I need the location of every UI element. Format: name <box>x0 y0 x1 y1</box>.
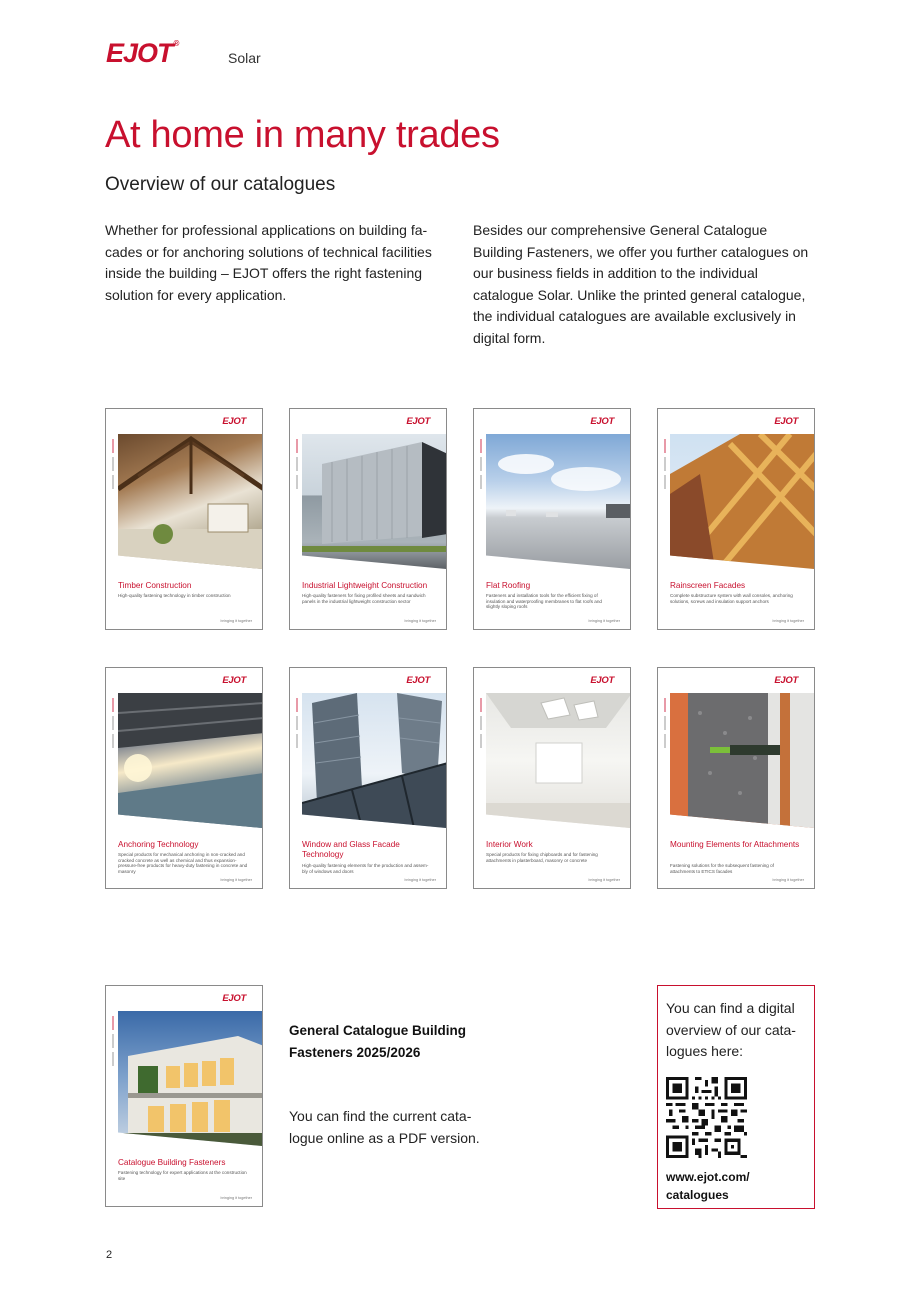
cover-side-tabs <box>293 698 300 758</box>
cover-side-tabs <box>109 439 116 499</box>
cover-logo: EJOT <box>774 416 798 427</box>
intro-right: Besides our comprehensive General Catalogue Building Fasteners, we offer you further catalogues on our business fields in addition to the individual catalogue Solar. Unlike the printed general catalogue, the individual catalogues are available exclusively in digital form. <box>473 222 809 346</box>
catalogue-description: Fastening technology for expert applications at the construction site <box>118 1170 247 1181</box>
catalogue-footer: bringing it together <box>404 619 436 623</box>
page-subtitle: Overview of our catalogues <box>105 174 336 195</box>
catalogue-cover-mounting[interactable] <box>657 667 815 889</box>
catalogue-description: Special products for fixing chipboards and for fastening attachments in plasterboard, masonry or concrete <box>486 852 598 863</box>
catalogue-description: Complete substructure system with wall consoles, anchoring solutions, screws and insulation support anchors <box>670 593 793 604</box>
catalogue-title: Flat Roofing <box>486 581 531 590</box>
cover-image-timber <box>118 434 262 569</box>
catalogue-footer: bringing it together <box>404 878 436 882</box>
catalogue-footer: bringing it together <box>220 1196 252 1200</box>
catalogue-cover-rainscreen[interactable] <box>657 408 815 630</box>
cover-logo: EJOT <box>774 675 798 686</box>
cover-logo: EJOT <box>222 416 246 427</box>
intro-left: Whether for professional applications on building fa-cades or for anchoring solutions of technical facilities inside the building – EJOT offers the right fastening solution for every application. <box>105 222 432 303</box>
catalogue-title: Rainscreen Facades <box>670 581 746 590</box>
catalogue-cover-window-glass[interactable] <box>289 667 447 889</box>
catalogue-title: Industrial Lightweight Construction <box>302 581 428 590</box>
catalogue-description: High-quality fastening technology in timber construction <box>118 593 231 598</box>
catalogue-title: Anchoring Technology <box>118 840 199 849</box>
catalogue-footer: bringing it together <box>220 619 252 623</box>
qr-text: You can find a digital overview of our cata-logues here: <box>666 1000 796 1060</box>
catalogues-url-link[interactable]: www.ejot.com/ catalogues <box>666 1170 750 1202</box>
catalogue-cover-building-fasteners[interactable] <box>105 985 263 1207</box>
cover-side-tabs <box>661 439 668 499</box>
cover-side-tabs <box>477 439 484 499</box>
catalogue-cover-interior[interactable] <box>473 667 631 889</box>
cover-side-tabs <box>109 698 116 758</box>
catalogue-description: High-quality fasteners for fixing profiled sheets and sandwich panels in the industrial lightweight construction sector <box>302 593 426 604</box>
cover-side-tabs <box>293 439 300 499</box>
cover-image-building-fasteners <box>118 1011 262 1146</box>
cover-logo: EJOT <box>590 416 614 427</box>
cover-image-industrial <box>302 434 446 569</box>
cover-side-tabs <box>109 1016 116 1076</box>
general-catalogue-title: General Catalogue Building Fasteners 2025/2026 <box>289 1023 467 1060</box>
cover-side-tabs <box>477 698 484 758</box>
qr-code-icon[interactable] <box>666 1077 747 1158</box>
catalogue-title: Window and Glass Facade Technology <box>302 840 400 859</box>
catalogue-cover-timber[interactable] <box>105 408 263 630</box>
cover-logo: EJOT <box>590 675 614 686</box>
catalogue-title: Interior Work <box>486 840 533 849</box>
catalogue-description: Special products for mechanical anchoring in non-cracked and cracked concrete as well as chemical and thus expansion-pressure-free products for heavy-duty fastening in concrete and masonry <box>118 852 248 874</box>
cover-image-rainscreen <box>670 434 814 569</box>
catalogue-footer: bringing it together <box>588 619 620 623</box>
catalogue-footer: bringing it together <box>772 878 804 882</box>
page-title: At home in many trades <box>105 114 500 156</box>
cover-logo: EJOT <box>222 993 246 1004</box>
cover-logo: EJOT <box>406 675 430 686</box>
catalogue-footer: bringing it together <box>772 619 804 623</box>
section-label: Solar <box>228 50 261 66</box>
page-number: 2 <box>106 1249 113 1261</box>
catalogue-footer: bringing it together <box>588 878 620 882</box>
cover-logo: EJOT <box>222 675 246 686</box>
cover-image-window-glass <box>302 693 446 828</box>
ejot-logo: EJOT® <box>106 38 179 68</box>
catalogue-title: Mounting Elements for Attachments <box>670 840 800 849</box>
catalogue-title: Timber Construction <box>118 581 192 590</box>
cover-image-interior <box>486 693 630 828</box>
cover-image-flat-roofing <box>486 434 630 569</box>
cover-logo: EJOT <box>406 416 430 427</box>
general-catalogue-text: You can find the current cata-logue online as a PDF version. <box>289 1108 480 1146</box>
catalogue-footer: bringing it together <box>220 878 252 882</box>
cover-image-anchoring <box>118 693 262 828</box>
catalogue-description: High-quality fastening elements for the production and assem-bly of windows and doors <box>302 863 429 874</box>
catalogue-cover-anchoring[interactable] <box>105 667 263 889</box>
catalogue-description: Fasteners and installation tools for the efficient fixing of insulation and waterproofing membranes to flat roofs and slightly sloping roofs <box>486 593 602 610</box>
catalogue-description: Fastening solutions for the subsequent fastening of attachments to ETICS facades <box>670 863 774 874</box>
catalogue-cover-flat-roofing[interactable] <box>473 408 631 630</box>
cover-image-mounting <box>670 693 814 828</box>
cover-side-tabs <box>661 698 668 758</box>
qr-box <box>657 985 815 1209</box>
catalogue-title: Catalogue Building Fasteners <box>118 1158 226 1167</box>
catalogue-cover-industrial[interactable] <box>289 408 447 630</box>
